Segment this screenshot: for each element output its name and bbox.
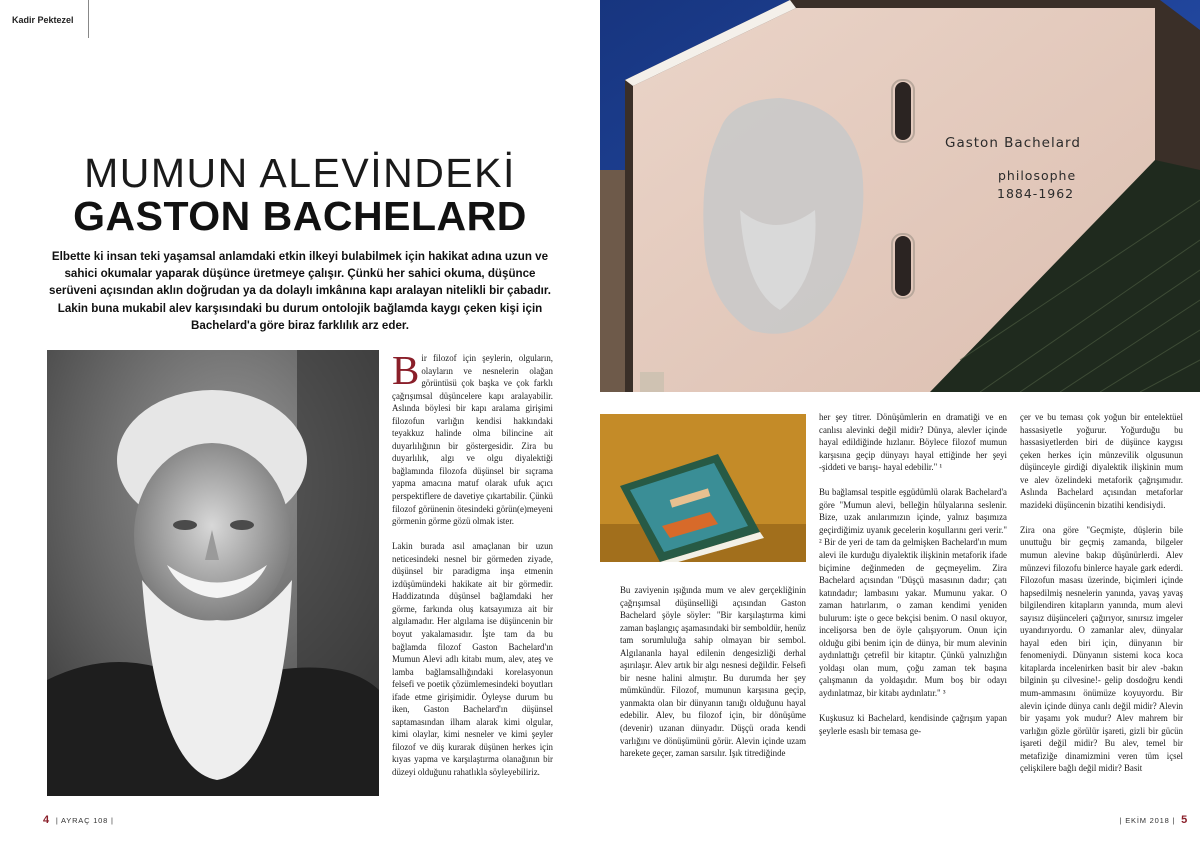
issue-label: | AYRAÇ 108 |	[55, 816, 114, 825]
mural-years: 1884-1962	[997, 186, 1075, 201]
book-cover-photo	[600, 414, 806, 562]
paragraph: Kuşkusuz ki Bachelard, kendisinde çağrışım yapan şeylerle esaslı bir temasa ge-	[819, 713, 1007, 736]
author-name: Kadir Pektezel	[12, 15, 74, 25]
bachelard-portrait-photo	[47, 350, 379, 796]
mural-name: Gaston Bachelard	[945, 135, 1081, 151]
date-label: | EKİM 2018 |	[1119, 816, 1176, 825]
paragraph: her şey titrer. Dönüşümlerin en dramatiği ve en canlısı alevinki değil midir? Dünya, alevler içinde hayal edildiğinde hızlanır. Böylece filozof mumun karşısına geçip dünyayı hayal ettiğinde her şeyi -şiddeti ve barışı- hayal edebilir." ¹	[819, 412, 1007, 473]
paragraph: çer ve bu teması çok yoğun bir entelektüel hassasiyetle yoğurur. Yoğurduğu bu hassasiyetlerden biri de düşünce kaygısı çeken herkes için münzevilik olgusunun düşünceyle girdiği diyalektik ilişkinin mum ve alev özelindeki metaforik çağrışımıdır. Aslında Bachelard açısından metaforlar mazideki düşüncenin bizatihi kendisiydi.	[1020, 412, 1183, 510]
paragraph: Zira ona göre "Geçmişte, düşlerin bile unuttuğu bir geçmiş zamanda, bilgeler mumun alevine bakıp düşünürlerdi. Alev münzevi filozofu binlerce hayale gark ederdi. Filozofun masası üzerinde, biçimleri içinde hapsedilmiş nesnelerin yanında, yavaş yavaş bilgilendiren kitapların yanında, mum alevi sayısız düşünceleri çağırıyor, sınırsız imgeler uyandırıyordu. O zamanlar alev, dünyalar hayal eden biri için, dünyanın bir fenomeniydi. Dünyanın sistemi koca koca kitaplarda incelenirken basit bir alev -bakın bilginin şu cilvesine!- gelip dosdoğru kendi mum-ammasını önümüze koyuyordu. Bir alevin içinde dünya canlı değil midir? Alevin bir yaşamı yok mudur? Alev mahrem bir varlığın gözle görülür işareti, gizli bir gücün işareti değil midir? Bu alev, temel bir metafiziğe dinamizmini veren tüm içsel çelişkilere bağlı değil midir? Basit	[1020, 524, 1183, 774]
title-line-1: MUMUN ALEVİNDEKİ	[84, 150, 516, 196]
mural-building-photo	[600, 0, 1200, 392]
article-column-2a	[620, 584, 806, 772]
paragraph-text: ir filozof için şeylerin, olguların, olayların ve nesnelerin olağan görüntüsü çok başka ve çok farklı çağrışımsal düşüncelere kapı aralayabilir. Aslında böylesi bir kapı aralama girişimi filozofun varlığın kendisi hakkındaki teyakkuz halinde olma bilincine ait duyarlılığının bir göstergesidir. Zira bu duyarlılık, algı ve olgu diyalektiği bağlamında filozofa düşünsel bir sıçrama yapma amacına matuf olarak ufuk açıcı perspektiflere de davetiye çıkartabilir. Çünkü filozof görünenin ötesindeki görün(e)meyeni görmenin görme gözü olmak ister.	[392, 353, 553, 527]
page-number: 5	[1181, 814, 1188, 826]
paragraph	[392, 347, 553, 528]
title-line-2: GASTON BACHELARD	[73, 193, 527, 239]
paragraph: Lakin burada asıl amaçlanan bir uzun neticesindeki nesnel bir görmeden ziyade, düşünsel bir paradigma inşa etmenin izdüşümündeki hakikate ait bir görmedir. Haddizatında düşünsel bağlamdaki her görme, farkında oluş katsayımıza ait bir algılamadır. Her algılama ise düşüncenin bir boyut yakalamasıdır. İşte tam da bu bağlamda filozof Gaston Bachelard'ın Mumun Alevi adlı kitabı mum, alev, ateş ve lamba bağlamsallığındaki korelasyonun felsefi ve poetik çözümlemesindeki boyutları ifade etme girişimidir. Öyleyse durum bu iken, Gaston Bachelard'ın düşünsel saptamasından ilham alarak kimi olgular, kimi olaylar, kimi nesneler ve kimi şeyler filozof ve düş kurarak düşünen herkes için kıyas yapma ve karşılaştırma olanağının bir düzeyi olduğunu rahatlıkla söyleyebiliriz.	[392, 541, 553, 777]
header-divider	[88, 0, 89, 38]
footer-right	[1120, 814, 1188, 826]
article-column-1	[392, 347, 553, 791]
page-number: 4	[43, 814, 50, 826]
mural-role: philosophe	[998, 168, 1077, 183]
article-column-3	[1020, 411, 1183, 787]
paragraph: Bu zaviyenin ışığında mum ve alev gerçekliğinin çağrışımsal düşünselliği açısından Gaston Bachelard şöyle söyler: "Bir karşılaştırma kimi zaman başlangıç aşamasındaki bir semboldür, henüz tam sorumluluğa sahip olmayan bir sembol. Algılananla hayal edilenin dengesizliği derhal aşırılaşır. Alev artık bir algı nesnesi değildir. Felsefi bir nesne halini almıştır. Bu durumda her şey mümkündür. Filozof, mumunun karşısına geçip, yanmakta olan bir dünyanın tanığı olduğunu hayal edebilir. Alev, bu filozof için, bir dönüşüme (devenir) uzanan dünyadır. Düşçü orada kendi varlığını ve dönüşümünü görür. Alevin içinde uzam harekete geçer, zaman sarsılır. Işık titrediğinde	[620, 585, 806, 759]
footer-left	[43, 814, 114, 826]
article-column-2b	[819, 411, 1007, 750]
lead-paragraph: Elbette ki insan teki yaşamsal anlamdaki etkin ilkeyi bulabilmek için hakikat adına uzun ve sahici okumalar yaparak düşünce üretmeye çalışır. Çünkü her sahici okuma, düşünce serüveni açısından aklın doğrudan ya da dolaylı imkânına kapı aralayan nitelikli bir çabadır. Lakin buna mukabil alev karşısındaki bu durum ontolojik bağlamda kaygı çeken kişi için Bachelard'a göre biraz farklılık arz eder.	[49, 250, 551, 332]
drop-cap: B	[392, 347, 420, 393]
paragraph: Bu bağlamsal tespitle eşgüdümlü olarak Bachelard'a göre "Mumun alevi, belleğin hülyalarına seslenir. Bize, uzak anılarımızın içinde, yalnız başımıza geçirdiğimiz uyanık gecelerin koşullarını geri verir." ² Bir de yeri de tam da gelmişken Bachelard'ın mum alevi ile kurduğu diyalektik ilişkinin metaforik ifade biçimine değinmeden de geçmeyelim. Zira Bachelard açısından "Düşçü masasının dadır; çatı katındadır; lambasını yakar. Mumunu yakar. O zaman hatırlarım, o zaman kendimi yeniden bulurum: işte o gece bekçisi benim. O nasıl okuyor, incelişorsa ben de öyle çalışıyorum. Onun için olduğu gibi benim için de dünya, bir mum alevinin aydınlattığı çetrefil bir kitaptır. Çünkü yalnızlığın yoldaşı olan mum, çoğu zaman tek başına çalışmanın da yoldaşıdır. Mum boş bir odayı aydınlatmaz, bir kitabı aydınlatır." ³	[819, 487, 1007, 698]
